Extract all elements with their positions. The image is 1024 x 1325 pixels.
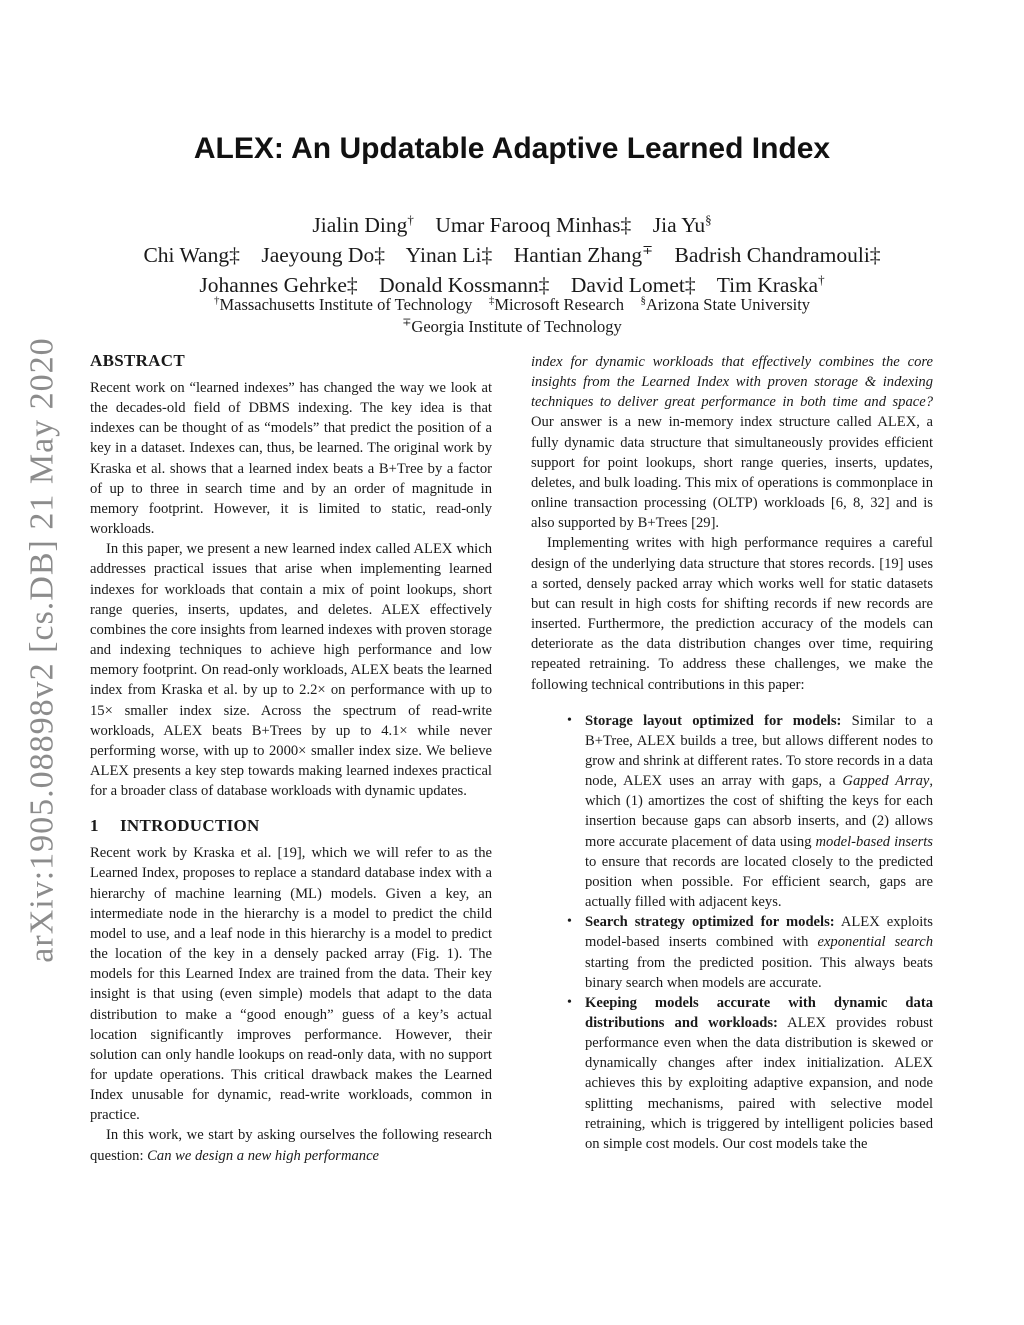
affiliation-name: Arizona State University [646,295,811,314]
author-name: Jialin Ding [312,213,408,237]
contribution-list [531,711,933,1154]
contribution-text: , which (1) amortizes the cost of shifting the keys for each insertion because gaps can absorb inserts, and (2) allows more accurate placement of data using [585,773,933,850]
intro-paragraph-2 [90,1125,492,1165]
contribution-item [531,993,933,1154]
research-question-rest: index for dynamic workloads that effectively combines the core insights from the Learned Index with proven storage & indexing techniques to deliver great performance in both time and space? [531,354,933,411]
affiliation-mark: † [213,294,220,307]
paper-title: ALEX: An Updatable Adaptive Learned Index [193,132,831,165]
author-name: Umar Farooq Minhas‡ [435,213,632,237]
contribution-item [531,912,933,993]
contribution-title: Search strategy optimized for models: [585,914,835,931]
author-name: Chi Wang‡ [143,243,240,267]
contribution-title: Storage layout optimized for models: [585,712,842,729]
section-number: 1 [90,816,99,836]
author-mark: § [705,211,712,227]
affiliation-line-1 [80,294,944,316]
author-line-1 [80,210,944,240]
research-question-start: Can we design a new high performance [147,1147,380,1164]
contribution-text: Similar to a B+Tree, ALEX builds a tree, but allows different nodes to grow and shrink at different rates. To store records in a data node, ALEX uses an array with gaps, a [585,712,933,790]
affiliation-mark: ‡ [488,294,495,307]
arxiv-stamp: arXiv:1905.08898v2 [cs.DB] 21 May 2020 [24,337,62,963]
introduction-heading [90,815,492,837]
author-name: Yinan Li‡ [405,243,493,267]
contribution-text: ALEX provides robust performance even when the data distribution is skewed or dynamically changes after index initialization. ALEX achieves this by exploiting adaptive expansion, and node splitting mechanisms, paired with selective model retraining, which is triggered by intelligent policies based on simple cost models. Our cost models take the [585,1015,933,1152]
contribution-text: starting from the predicted position. This always beats binary search when models are accurate. [585,954,933,991]
author-name: Badrish Chandramouli‡ [674,243,881,267]
right-column [531,352,933,1154]
affiliation-list [80,294,944,338]
author-name: Tim Kraska [716,273,819,297]
bullet-icon: • [567,712,572,728]
section-title: INTRODUCTION [120,816,260,836]
author-line-2 [80,240,944,270]
affiliation-mark: § [640,294,646,307]
author-name: Jia Yu [652,213,706,237]
author-name: Donald Kossmann‡ [379,273,550,297]
author-name: Johannes Gehrke‡ [199,273,358,297]
abstract-paragraph-1: Recent work on “learned indexes” has changed the way we look at the decades-old field of DBMS indexing. The key idea is that indexes can be thought of as “models” that predict the position of a key in a dataset. Indexes can, thus, be learned. The original work by Kraska et al. shows that a learned index beats a B+Tree by a factor of up to three in search time and by an order of magnitude in memory footprint. However, it is limited to static, read-only workloads. [90,380,492,538]
author-list [80,210,944,300]
abstract-paragraph-2: In this paper, we present a new learned index called ALEX which addresses practical issues that arise when implementing learned indexes for workloads that contain a mix of point lookups, short range queries, inserts, updates, and deletes. ALEX effectively combines the core insights from learned indexes with proven storage and indexing techniques to achieve high performance and low memory footprint. On read-only workloads, ALEX beats the learned index from Kraska et al. by up to 2.2× on performance with up to 15× smaller index size. Across the spectrum of read-write workloads, ALEX beats B+Trees by up to 4.1× while never performing worse, with up to 2000× smaller index size. We believe ALEX presents a key step towards making learned indexes practical for a broader class of database workloads with dynamic updates. [90,541,492,800]
intro-paragraph-2-text: In this work, we start by asking ourselves the following research question: [90,1127,492,1164]
author-mark: † [818,271,825,287]
affiliation-mark: ∓ [402,316,412,329]
contribution-text: to ensure that records are located closely to the predicted position when possible. For efficient search, gaps are actually filled with adjacent keys. [585,853,933,911]
author-mark: ∓ [642,241,654,257]
author-name: Hantian Zhang [513,243,643,267]
arxiv-stamp-container [16,337,70,963]
author-name: David Lomet‡ [570,273,696,297]
bullet-icon: • [567,994,572,1010]
contribution-item [531,711,933,913]
bullet-icon: • [567,914,572,930]
contribution-text: ALEX exploits model-based inserts combined with [585,914,933,951]
contribution-title: Keeping models accurate with dynamic data distributions and workloads: [585,994,933,1031]
contribution-term: model-based inserts [815,833,933,850]
affiliation-name: Massachusetts Institute of Technology [219,295,473,314]
contribution-term: exponential search [817,934,933,951]
affiliation-name: Microsoft Research [494,295,624,314]
contribution-term: Gapped Array [842,773,930,790]
answer-text: Our answer is a new in-memory index structure called ALEX, a fully dynamic data structure that simultaneously provides efficient support for point lookups, short range queries, inserts, updates, deletes, and bulk loading. This mix of operations is commonplace in online transaction processing (OLTP) workloads [6, 8, 32] and is also supported by B+Trees [29]. [531,414,933,532]
affiliation-name: Georgia Institute of Technology [411,317,622,336]
left-column [90,350,492,1166]
affiliation-line-2 [80,316,944,338]
intro-paragraph-2-continued [531,352,933,533]
intro-paragraph-1: Recent work by Kraska et al. [19], which we will refer to as the Learned Index, proposes to replace a standard database index with a hierarchy of machine learning (ML) models. Given a key, an intermediate node in the hierarchy is a model to predict the child model to use, and a leaf node in this hierarchy is a model to predict the location of the key in a densely packed array (Fig. 1). The models for this Learned Index are trained from the data. Their key insight is that using (even simple) models that adapt to the data distribution to make a “good enough” guess of a key’s actual location significantly improves performance. However, their solution can only handle lookups on read-only data, with no support for update operations. This critical drawback makes the Learned Index unusable for dynamic, read-write workloads, common in practice. [90,845,492,1124]
author-name: Jaeyoung Do‡ [261,243,385,267]
intro-paragraph-3: Implementing writes with high performance requires a careful design of the underlying data structure that stores records. [19] uses a sorted, densely packed array which works well for static datasets but can result in high costs for shifting records if new records are inserted. Furthermore, the prediction accuracy of the models can deteriorate as the data distribution changes over time, requiring repeated retraining. To address these challenges, we make the following technical contributions in this paper: [531,535,933,693]
author-mark: † [407,211,414,227]
abstract-heading: ABSTRACT [90,351,185,370]
